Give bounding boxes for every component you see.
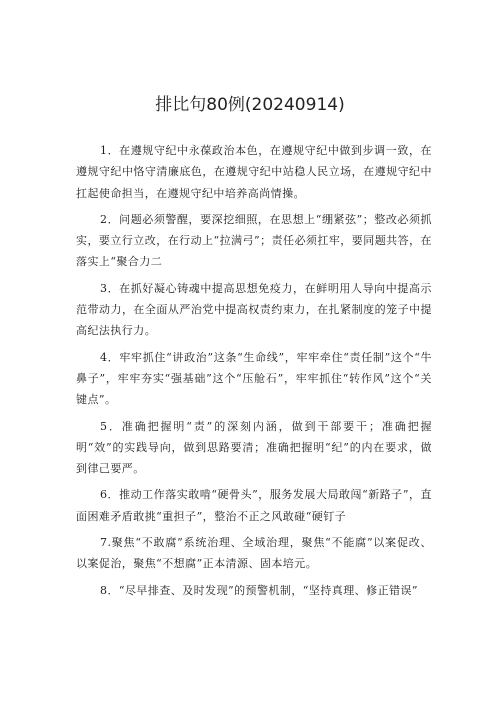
paragraph-7: 7.聚焦“不敢腐”系统治理、全域治理，聚焦“不能腐”以案促改、以案促治，聚焦“不想腐”正本清源、固本培元。: [76, 536, 432, 571]
paragraph-6: 6．推动工作落实敢啃“硬骨头”，服务发展大局敢闯“新路子”，直面困难矛盾敢挑“重担子”，整治不正之风敢碰“硬钉子: [76, 488, 432, 523]
document-title: 排比句80例(20240914): [155, 95, 345, 115]
paragraph-1: 1．在遵规守纪中永葆政治本色，在遵规守纪中做到步调一致，在遵规守纪中恪守清廉底色，在遵规守纪中站稳人民立场，在遵规守纪中扛起使命担当，在遵规守纪中培养高尚情操。: [76, 144, 432, 200]
paragraph-3: 3．在抓好凝心铸魂中提高思想免疫力，在鲜明用人导向中提高示范带动力，在全面从严治党中提高权责约束力，在扎紧制度的笼子中提高纪法执行力。: [76, 281, 432, 338]
paragraph-4: 4．牢牢抓住“讲政治”这条“生命线”，牢牢牵住“责任制”这个“牛鼻子”，牢牢夯实“强基础”这个“压舱石”，牢牢抓住“转作风”这个“关键点”。: [76, 350, 432, 407]
paragraph-2: 2．问题必须警醒，要深挖细照，在思想上“绷紧弦”；整改必须抓实，要立行立改，在行动上“拉满弓”；责任必须扛牢，要同题共答，在落实上“聚合力二: [76, 212, 432, 269]
document-body: [76, 140, 432, 606]
paragraph-5: 5．准确把握明“责”的深刻内涵，做到干部要干；准确把握明“效”的实践导向，做到思路要清；准确把握明“纪”的内在要求，做到律己要严。: [76, 419, 432, 476]
paragraph-8: 8．“尽早排查、及时发现”的预警机制，“坚持真理、修正错误”: [100, 583, 418, 597]
